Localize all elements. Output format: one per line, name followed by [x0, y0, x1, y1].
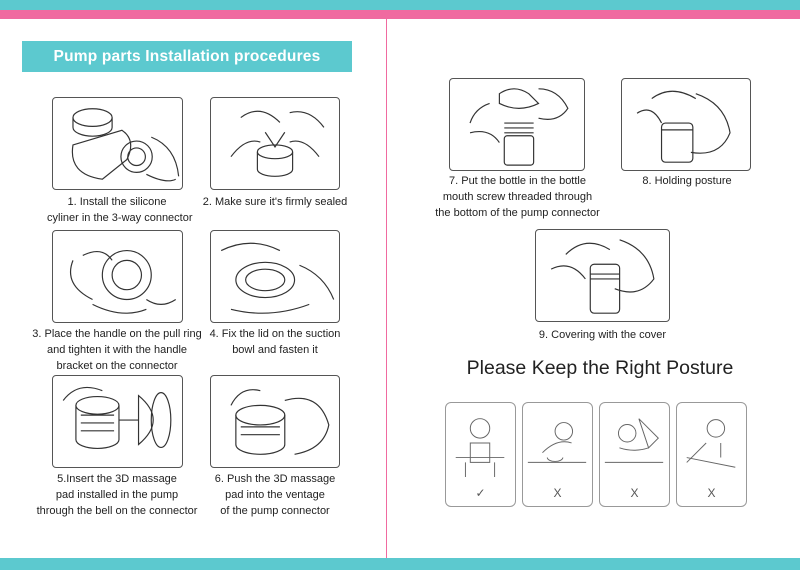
holding-posture-illustration [621, 78, 751, 171]
top-pink-band [0, 10, 800, 19]
suction-bowl-lid-illustration [210, 230, 340, 323]
massage-pad-insert-illustration [52, 375, 183, 468]
bottom-teal-band [0, 558, 800, 570]
caption-line: pad into the ventage [225, 489, 325, 501]
posture-mark: X [630, 486, 639, 500]
upright-posture-icon [445, 402, 516, 507]
page-fold-line [386, 19, 387, 558]
top-teal-band [0, 0, 800, 10]
handle-pull-ring-illustration [52, 230, 183, 323]
step-4-caption [200, 326, 350, 358]
bent-posture-icon [599, 402, 670, 507]
step-8-caption [627, 173, 747, 189]
caption-line: 3. Place the handle on the pull ring [32, 328, 202, 340]
step-9-caption [525, 327, 680, 343]
caption-line: and tighten it with the handle [46, 344, 188, 356]
posture-mark: X [707, 486, 716, 500]
posture-mark: ✓ [475, 486, 486, 500]
caption-line: 6. Push the 3D massage [214, 473, 336, 485]
caption-line: 9. Covering with the cover [538, 329, 667, 341]
caption-line: 2. Make sure it's firmly sealed [202, 196, 348, 208]
caption-line: 7. Put the bottle in the bottle [449, 175, 586, 187]
caption-line: cyliner in the 3-way connector [47, 212, 193, 224]
bottle-screw-illustration [449, 78, 585, 171]
step-7-caption [420, 173, 615, 221]
step-1-caption [47, 194, 193, 226]
caption-line: pad installed in the pump [55, 489, 179, 501]
caption-line: bracket on the connector [56, 360, 178, 372]
step-5-caption [22, 471, 212, 519]
posture-heading: Please Keep the Right Posture [466, 357, 734, 379]
caption-line: the bottom of the pump connector [435, 207, 600, 219]
caption-line: 4. Fix the lid on the suction [209, 328, 341, 340]
lying-posture-icon [676, 402, 747, 507]
posture-mark: X [553, 486, 562, 500]
step-2-caption [196, 194, 354, 210]
step-6-caption [200, 471, 350, 519]
bottle-cover-illustration [535, 229, 670, 322]
step-3-caption [18, 326, 216, 374]
seal-check-illustration [210, 97, 340, 190]
caption-line: 8. Holding posture [642, 175, 732, 187]
silicone-cylinder-install-illustration [52, 97, 183, 190]
caption-line: 5.Insert the 3D massage [57, 473, 177, 485]
leaning-posture-icon [522, 402, 593, 507]
caption-line: through the bell on the connector [36, 505, 198, 517]
section-title: Pump parts Installation procedures [22, 41, 352, 72]
caption-line: mouth screw threaded through [442, 191, 593, 203]
caption-line: bowl and fasten it [232, 344, 318, 356]
caption-line: 1. Install the silicone [67, 196, 167, 208]
massage-pad-push-illustration [210, 375, 340, 468]
caption-line: of the pump connector [220, 505, 330, 517]
